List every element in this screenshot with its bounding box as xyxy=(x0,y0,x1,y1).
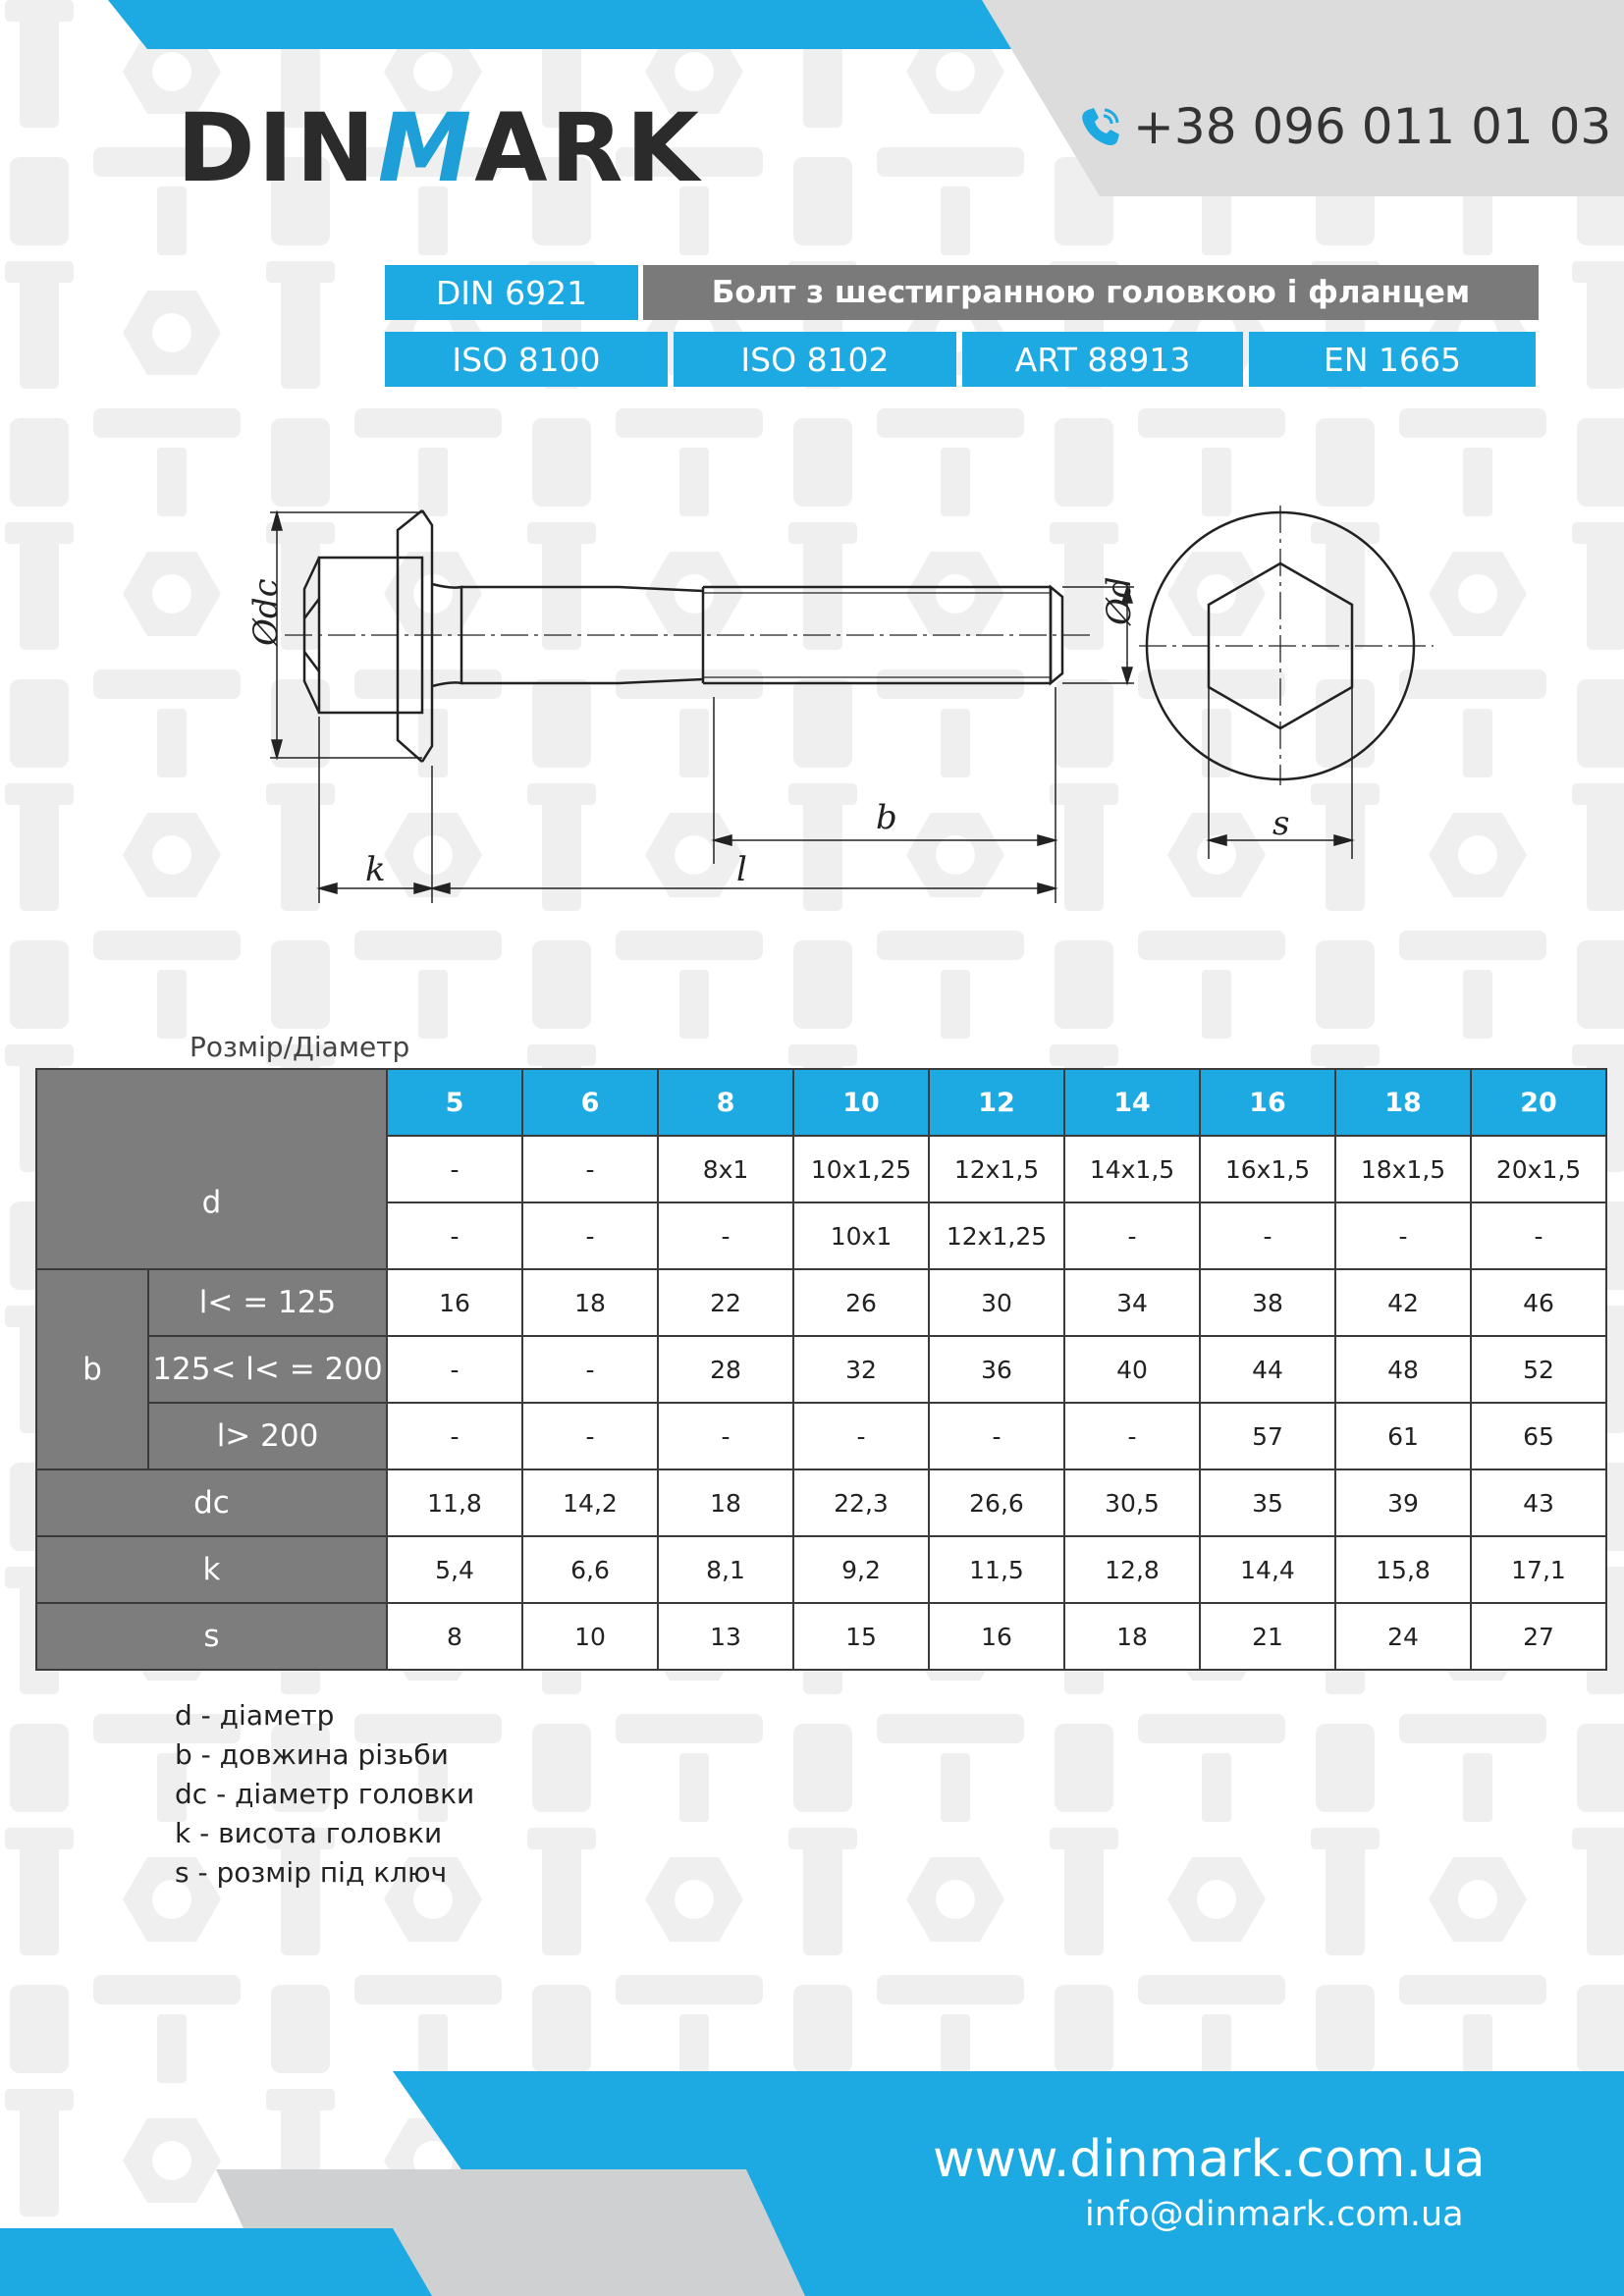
table-cell: 20x1,5 xyxy=(1471,1136,1606,1202)
row-label-d: d xyxy=(36,1136,387,1269)
label-d: Ød xyxy=(1100,576,1139,625)
table-cell: 18 xyxy=(522,1269,658,1336)
table-cell: - xyxy=(793,1403,929,1469)
table-cell: - xyxy=(387,1136,522,1202)
table-cell: 61 xyxy=(1335,1403,1471,1469)
dimensions-table xyxy=(35,1068,1607,1671)
table-cell: 40 xyxy=(1064,1336,1200,1403)
phone-contact[interactable] xyxy=(1078,98,1612,155)
table-cell: 17,1 xyxy=(1471,1536,1606,1603)
size-header: 14 xyxy=(1064,1069,1200,1136)
table-cell: - xyxy=(1200,1202,1335,1269)
table-cell: - xyxy=(387,1336,522,1403)
table-cell: 22,3 xyxy=(793,1469,929,1536)
row-sublabel-b3: l> 200 xyxy=(148,1403,387,1469)
table-cell: - xyxy=(522,1136,658,1202)
table-corner xyxy=(36,1069,387,1136)
table-cell: 18 xyxy=(658,1469,793,1536)
table-row-b1 xyxy=(36,1269,1606,1336)
size-diameter-label: Розмір/Діаметр xyxy=(189,1031,410,1063)
website-link[interactable]: www.dinmark.com.ua xyxy=(933,2130,1486,2189)
table-cell: 13 xyxy=(658,1603,793,1670)
logo-part-m: M xyxy=(377,93,475,203)
table-row-d1 xyxy=(36,1136,1606,1202)
size-header: 16 xyxy=(1200,1069,1335,1136)
table-cell: 42 xyxy=(1335,1269,1471,1336)
label-s: s xyxy=(1272,804,1290,843)
size-header: 5 xyxy=(387,1069,522,1136)
size-header: 10 xyxy=(793,1069,929,1136)
table-cell: 9,2 xyxy=(793,1536,929,1603)
table-cell: 57 xyxy=(1200,1403,1335,1469)
table-cell: 14,2 xyxy=(522,1469,658,1536)
size-header: 8 xyxy=(658,1069,793,1136)
bolt-head-top-view xyxy=(1139,506,1434,785)
table-cell: 15 xyxy=(793,1603,929,1670)
legend-item: s - розмір під ключ xyxy=(175,1856,448,1889)
standard-din: DIN 6921 xyxy=(385,265,638,320)
standard-en: EN 1665 xyxy=(1249,332,1536,387)
table-cell: 10x1 xyxy=(793,1202,929,1269)
table-cell: 24 xyxy=(1335,1603,1471,1670)
legend-item: k - висота головки xyxy=(175,1817,443,1849)
table-cell: - xyxy=(658,1202,793,1269)
table-cell: - xyxy=(1064,1202,1200,1269)
table-cell: 21 xyxy=(1200,1603,1335,1670)
size-header: 20 xyxy=(1471,1069,1606,1136)
table-cell: 44 xyxy=(1200,1336,1335,1403)
table-cell: 30 xyxy=(929,1269,1064,1336)
phone-icon xyxy=(1078,104,1123,149)
table-cell: 22 xyxy=(658,1269,793,1336)
table-row-k xyxy=(36,1536,1606,1603)
standard-iso-8102: ISO 8102 xyxy=(674,332,956,387)
table-cell: - xyxy=(658,1403,793,1469)
table-cell: 35 xyxy=(1200,1469,1335,1536)
table-cell: 6,6 xyxy=(522,1536,658,1603)
label-b: b xyxy=(876,798,897,837)
table-cell: 12x1,5 xyxy=(929,1136,1064,1202)
label-dc: Ødc xyxy=(246,578,286,646)
table-cell: 14,4 xyxy=(1200,1536,1335,1603)
table-cell: - xyxy=(522,1202,658,1269)
table-cell: 46 xyxy=(1471,1269,1606,1336)
bolt-technical-drawing xyxy=(226,491,1453,923)
table-cell: - xyxy=(387,1403,522,1469)
table-cell: 32 xyxy=(793,1336,929,1403)
size-header: 12 xyxy=(929,1069,1064,1136)
table-cell: - xyxy=(929,1403,1064,1469)
table-cell: 8,1 xyxy=(658,1536,793,1603)
table-cell: - xyxy=(522,1336,658,1403)
logo-part-din: DIN xyxy=(177,93,378,203)
table-row-b2 xyxy=(36,1336,1606,1403)
table-cell: 38 xyxy=(1200,1269,1335,1336)
table-cell: 18x1,5 xyxy=(1335,1136,1471,1202)
logo-part-ark: ARK xyxy=(474,93,702,203)
table-cell: 39 xyxy=(1335,1469,1471,1536)
table-cell: 43 xyxy=(1471,1469,1606,1536)
table-cell: - xyxy=(1064,1403,1200,1469)
table-row-header xyxy=(36,1069,1606,1136)
table-cell: 10 xyxy=(522,1603,658,1670)
phone-number: +38 096 011 01 03 xyxy=(1133,98,1612,155)
legend-item: d - діаметр xyxy=(175,1699,335,1732)
row-label-s: s xyxy=(36,1603,387,1670)
table-cell: 5,4 xyxy=(387,1536,522,1603)
legend-item: b - довжина різьби xyxy=(175,1738,449,1771)
table-cell: 16x1,5 xyxy=(1200,1136,1335,1202)
table-row-dc xyxy=(36,1469,1606,1536)
table-cell: 48 xyxy=(1335,1336,1471,1403)
legend-item: dc - діаметр головки xyxy=(175,1778,475,1810)
row-sublabel-b1: l< = 125 xyxy=(148,1269,387,1336)
bolt-head-side xyxy=(304,510,461,762)
table-cell: 30,5 xyxy=(1064,1469,1200,1536)
table-cell: - xyxy=(1335,1202,1471,1269)
table-cell: 26,6 xyxy=(929,1469,1064,1536)
table-cell: - xyxy=(522,1403,658,1469)
size-header: 18 xyxy=(1335,1069,1471,1136)
table-cell: 52 xyxy=(1471,1336,1606,1403)
table-cell: 36 xyxy=(929,1336,1064,1403)
email-link[interactable]: info@dinmark.com.ua xyxy=(1085,2195,1464,2234)
dim-b xyxy=(714,687,1056,903)
product-title: Болт з шестигранною головкою і фланцем xyxy=(643,265,1539,320)
table-cell: 11,5 xyxy=(929,1536,1064,1603)
table-cell: 11,8 xyxy=(387,1469,522,1536)
label-l: l xyxy=(736,850,747,889)
size-header: 6 xyxy=(522,1069,658,1136)
table-row-b3 xyxy=(36,1403,1606,1469)
table-cell: 15,8 xyxy=(1335,1536,1471,1603)
row-sublabel-b2: 125< l< = 200 xyxy=(148,1336,387,1403)
table-cell: - xyxy=(1471,1202,1606,1269)
table-cell: 8x1 xyxy=(658,1136,793,1202)
standard-art: ART 88913 xyxy=(962,332,1243,387)
table-cell: 12,8 xyxy=(1064,1536,1200,1603)
standard-iso-8100: ISO 8100 xyxy=(385,332,668,387)
table-cell: 16 xyxy=(387,1269,522,1336)
table-cell: 14x1,5 xyxy=(1064,1136,1200,1202)
table-row-s xyxy=(36,1603,1606,1670)
table-cell: 10x1,25 xyxy=(793,1136,929,1202)
row-label-k: k xyxy=(36,1536,387,1603)
table-cell: 27 xyxy=(1471,1603,1606,1670)
table-cell: 28 xyxy=(658,1336,793,1403)
table-cell: 12x1,25 xyxy=(929,1202,1064,1269)
dim-l-k xyxy=(319,717,1056,903)
row-label-b: b xyxy=(36,1269,148,1469)
row-label-dc: dc xyxy=(36,1469,387,1536)
legend xyxy=(175,1696,474,1893)
table-cell: - xyxy=(387,1202,522,1269)
table-cell: 16 xyxy=(929,1603,1064,1670)
dinmark-logo xyxy=(177,93,702,203)
table-cell: 26 xyxy=(793,1269,929,1336)
table-cell: 34 xyxy=(1064,1269,1200,1336)
table-cell: 18 xyxy=(1064,1603,1200,1670)
table-cell: 65 xyxy=(1471,1403,1606,1469)
table-cell: 8 xyxy=(387,1603,522,1670)
label-k: k xyxy=(365,850,386,889)
